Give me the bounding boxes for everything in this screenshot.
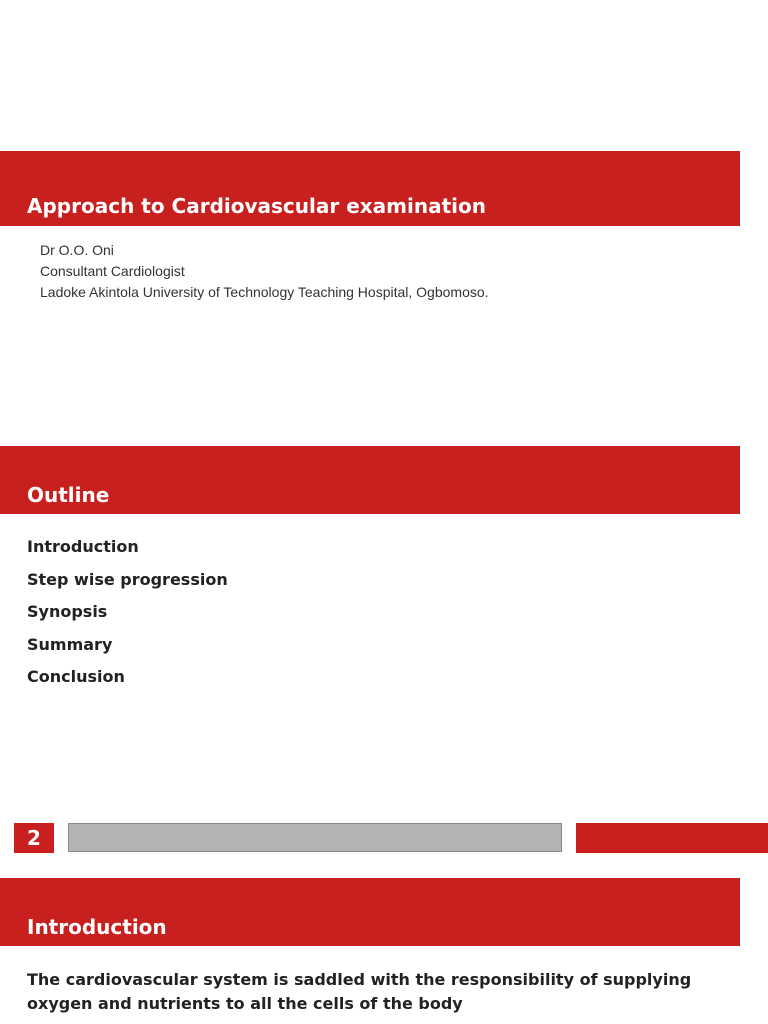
footer-accent bbox=[576, 823, 768, 853]
title-banner bbox=[0, 151, 740, 226]
author-name: Dr O.O. Oni bbox=[40, 242, 114, 258]
outline-item: Step wise progression bbox=[27, 569, 228, 589]
outline-title: Outline bbox=[27, 483, 110, 507]
footer-bar bbox=[68, 823, 562, 852]
outline-banner bbox=[0, 446, 740, 514]
intro-body: The cardiovascular system is saddled with the responsibility of supplying oxygen and nutrients to all the cells of the body bbox=[27, 970, 692, 1013]
outline-item: Introduction bbox=[27, 537, 139, 556]
intro-banner bbox=[0, 878, 740, 946]
author-institution: Ladoke Akintola University of Technology Teaching Hospital, Ogbomoso. bbox=[40, 284, 489, 300]
outline-list bbox=[27, 536, 228, 699]
outline-item: Synopsis bbox=[27, 602, 108, 621]
author-role: Consultant Cardiologist bbox=[40, 263, 185, 279]
intro-title: Introduction bbox=[27, 915, 167, 939]
outline-item: Conclusion bbox=[27, 667, 125, 686]
author-block bbox=[40, 240, 489, 303]
page-number: 2 bbox=[14, 823, 54, 853]
outline-item: Summary bbox=[27, 634, 113, 654]
slide-title: Approach to Cardiovascular examination bbox=[27, 194, 486, 218]
